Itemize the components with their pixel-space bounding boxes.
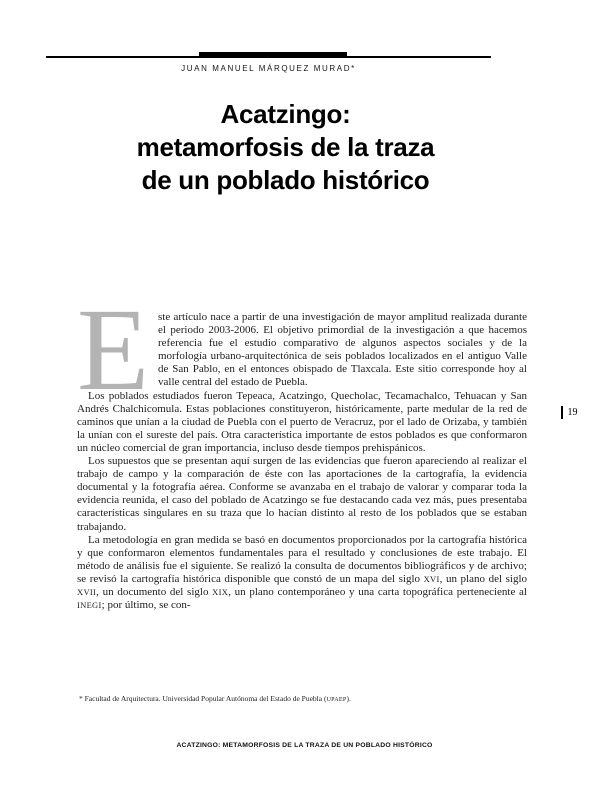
paragraph-text: Los supuestos que se presentan aquí surgen de las evidencias que fueron apareciendo al realizar el trabajo de campo y la comparación de éste con las aportaciones de la cartografía, la evidencia documental y la fotografía aérea. Conforme se avanzaba en el trabajo de valorar y comparar toda la evidencia reunida, el caso del poblado de Acatzingo se fue destacando cada vez más, pues presentaba características singulares en su traza que lo hacían distinto al resto de los poblados que se estaban trabajando. — [77, 455, 527, 533]
page-number — [561, 406, 578, 419]
article-body — [77, 284, 527, 612]
paragraph-text: , un plano del siglo — [439, 572, 527, 585]
smallcaps-century: XVI — [423, 573, 440, 584]
footnote — [79, 694, 529, 705]
author-line: JUAN MANUEL MÁRQUEZ MURAD* — [181, 64, 356, 73]
smallcaps-century: XVII — [77, 586, 97, 597]
title-line-2: metamorfosis de la traza — [136, 132, 435, 162]
header-rule — [46, 56, 491, 58]
paragraph-text: ; por último, se con- — [101, 599, 191, 612]
paragraph-text: La metodología en gran medida se basó en documentos proporcionados por la cartografía histórica y que conformaron elementos fundamentales para el resultado y conclusiones de este trabajo. El método de análisis fue el siguiente. Se realizó la consulta de documentos bibliográficos y de archivo; se revisó la cartografía histórica disponible que constó de un mapa del siglo — [77, 533, 527, 585]
drop-cap: E — [77, 284, 150, 415]
paragraph-text: ste artículo nace a partir de una investigación de mayor amplitud realizada durante el periodo 2003-2006. El objetivo primordial de la investigación a que hacemos referencia fue el estudio comparativo de algunos aspectos sociales y de la morfología urbano-arquitectónica de seis poblados localizados en el antiguo Valle de San Pablo, en el entonces obispado de Tlaxcala. Este sitio corresponde hoy al valle central del estado de Puebla. — [158, 311, 527, 389]
paragraph — [77, 534, 527, 613]
running-footer: ACATZINGO: METAMORFOSIS DE LA TRAZA DE UN POBLADO HISTÓRICO — [176, 742, 433, 749]
title-line-1: Acatzingo: — [220, 99, 351, 129]
page-number-value: 19 — [567, 407, 578, 418]
smallcaps-inegi: INEGI — [77, 600, 102, 611]
title-line-3: de un poblado histórico — [141, 165, 430, 195]
smallcaps-upaep: UPAEP — [326, 696, 347, 703]
paragraph — [77, 390, 527, 455]
paragraph-text: , un documento del siglo — [96, 585, 213, 598]
paragraph — [77, 455, 527, 534]
page-number-separator-bar — [561, 406, 563, 419]
smallcaps-century: XIX — [212, 586, 229, 597]
paragraph-text: , un plano contemporáneo y una carta topográfica perteneciente al — [228, 585, 527, 598]
article-title — [46, 98, 525, 197]
paragraph-text: Los poblados estudiados fueron Tepeaca, Acatzingo, Quecholac, Tecamachalco, Tehuacan y San Andrés Chalchicomula. Estas poblaciones constituyeron, históricamente, parte medular de la red de caminos que unían a la ciudad de Puebla con el puerto de Veracruz, por el lado de Orizaba, y también la unían con el sureste del país. Otra característica importante de estos poblados es que conformaron un núcleo comercial de gran importancia, incluso desde tiempos prehispánicos. — [77, 389, 527, 454]
footnote-text: ). — [346, 694, 351, 703]
footnote-text: * Facultad de Arquitectura. Universidad Popular Autónoma del Estado de Puebla ( — [79, 694, 327, 703]
paragraph — [77, 284, 527, 415]
